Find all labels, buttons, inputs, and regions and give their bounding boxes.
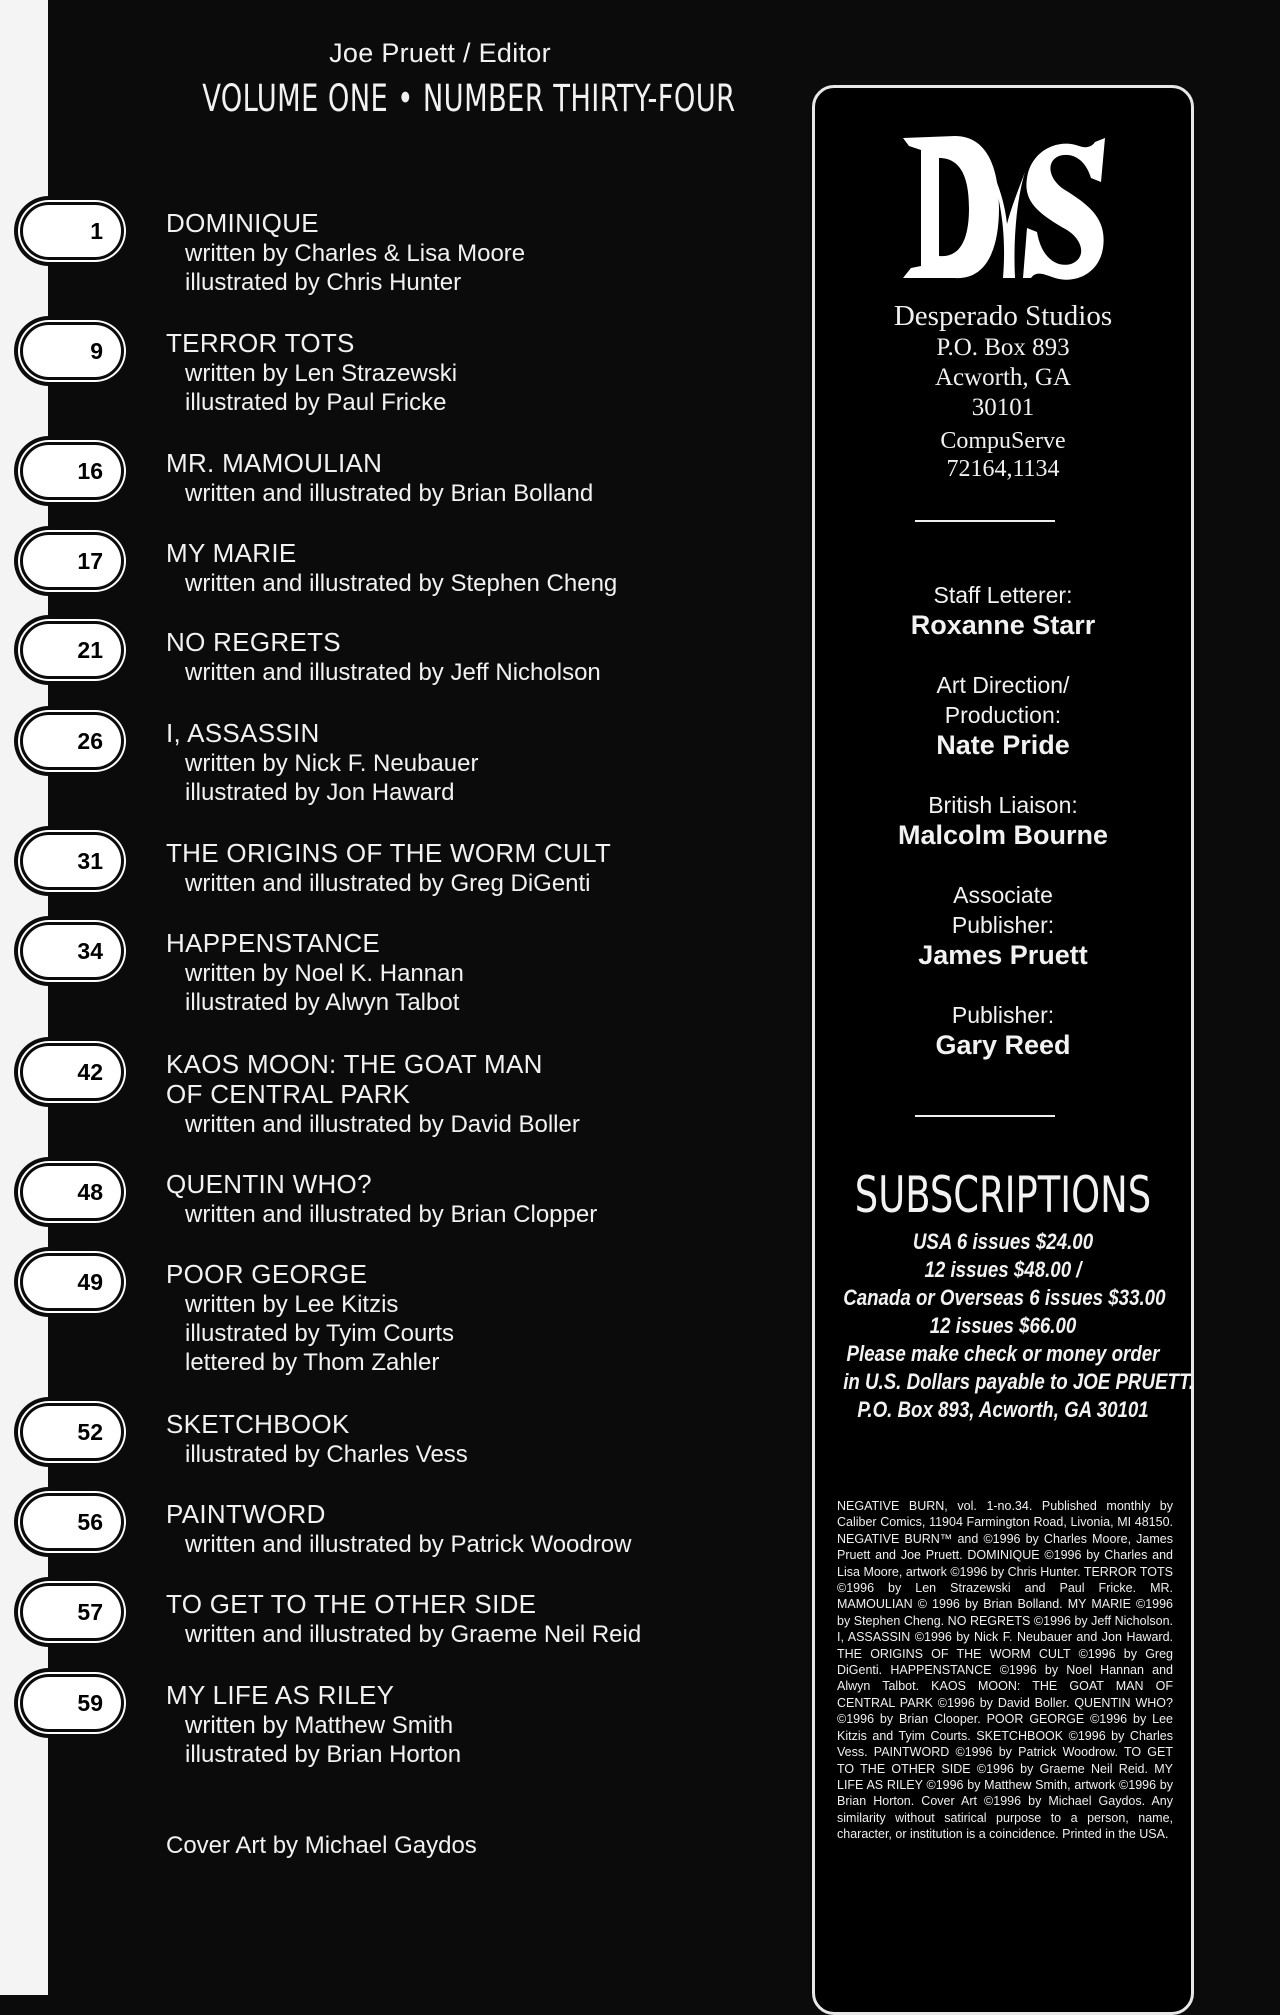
desperado-studios-logo: [895, 128, 1115, 288]
masthead: [150, 38, 736, 120]
story-title: NO REGRETS: [166, 627, 341, 657]
story-credit: written and illustrated by Patrick Woodrow: [185, 1531, 632, 1558]
divider: [915, 520, 1055, 522]
story-credit: written and illustrated by Stephen Cheng: [185, 570, 618, 597]
page-number-badge: 26: [20, 712, 124, 770]
subscriptions-heading: SUBSCRIPTIONS: [854, 1166, 1152, 1224]
credit-name: Malcolm Bourne: [897, 820, 1109, 850]
page-number-badge: 49: [20, 1253, 124, 1311]
studio-address: P.O. Box 893: [936, 334, 1070, 361]
story-title: THE ORIGINS OF THE WORM CULT: [166, 838, 612, 868]
story-credit: illustrated by Charles Vess: [185, 1441, 468, 1468]
staff-sidebar: [812, 85, 1194, 2015]
compuserve-label: CompuServe: [940, 428, 1066, 454]
volume-number: VOLUME ONE • NUMBER THIRTY-FOUR: [202, 77, 736, 120]
story-title: SKETCHBOOK: [166, 1409, 350, 1439]
story-credit: illustrated by Tyim Courts: [185, 1320, 454, 1347]
page-number-badge: 42: [20, 1043, 124, 1101]
story-title: TO GET TO THE OTHER SIDE: [166, 1589, 537, 1619]
cover-credit: Cover Art by Michael Gaydos: [166, 1832, 477, 1859]
story-title: DOMINIQUE: [166, 208, 319, 238]
story-title-continued: OF CENTRAL PARK: [166, 1079, 411, 1109]
credit-label: Art Direction/ Production:: [936, 672, 1070, 728]
story-title: HAPPENSTANCE: [166, 928, 381, 958]
story-credit: illustrated by Paul Fricke: [185, 389, 447, 416]
page-number-badge: 16: [20, 442, 124, 500]
legal-indicia: NEGATIVE BURN, vol. 1-no.34. Published monthly by Caliber Comics, 11904 Farmington Road, Livonia, MI 48150. NEGATIVE BURN™ and ©1996 by Charles Moore, James Pruett and Joe Pruett. DOMINIQUE ©1996 by Charles and Lisa Moore, artwork ©1996 by Chris Hunter. TERROR TOTS ©1996 by Len Strazewski and Paul Fricke. MR. MAMOULIAN © 1996 by Brian Bolland. MY MARIE ©1996 by Stephen Cheng. NO REGRETS ©1996 by Jeff Nicholson. I, ASSASSIN ©1996 by Nick F. Neubauer and Jon Haward. THE ORIGINS OF THE WORM CULT ©1996 by Greg DiGenti. HAPPENSTANCE ©1996 by Noel Hannan and Alwyn Talbot. KAOS MOON: THE GOAT MAN OF CENTRAL PARK ©1996 by David Boller. QUENTIN WHO? ©1996 by Brian Clooper. POOR GEORGE ©1996 by Lee Kitzis and Tyim Courts. SKETCHBOOK ©1996 by Charles Vess. PAINTWORD ©1996 by Patrick Woodrow. TO GET TO THE OTHER SIDE ©1996 by Graeme Neil Reid. MY LIFE AS RILEY ©1996 by Matthew Smith, artwork ©1996 by Brian Horton. Cover Art ©1996 by Michael Gaydos. Any similarity without satirical purpose to a person, name, character, or institution is a coincidence. Printed in the USA.: [837, 1499, 1173, 1842]
credit-name: Roxanne Starr: [910, 610, 1096, 640]
story-credit: written by Nick F. Neubauer: [185, 750, 479, 777]
studio-name: Desperado Studios: [893, 300, 1113, 332]
credit-label: Publisher:: [951, 1002, 1055, 1028]
story-title: MY MARIE: [166, 538, 297, 568]
story-title: I, ASSASSIN: [166, 718, 320, 748]
story-title: QUENTIN WHO?: [166, 1169, 372, 1199]
page-number-badge: 48: [20, 1163, 124, 1221]
credit-label: Staff Letterer:: [933, 582, 1073, 608]
credit-name: Nate Pride: [936, 730, 1070, 760]
subscription-rate: 12 issues $48.00 /: [924, 1257, 1082, 1282]
studio-city: Acworth, GA: [934, 364, 1072, 391]
page-number-badge: 17: [20, 532, 124, 590]
story-credit: illustrated by Brian Horton: [185, 1741, 462, 1768]
story-credit: written and illustrated by Greg DiGenti: [185, 870, 591, 897]
credit-label: British Liaison:: [928, 792, 1078, 818]
page-number-badge: 21: [20, 621, 124, 679]
story-title: TERROR TOTS: [166, 328, 355, 358]
divider: [915, 1115, 1055, 1117]
story-credit: written and illustrated by Graeme Neil Reid: [185, 1621, 642, 1648]
story-title: PAINTWORD: [166, 1499, 326, 1529]
story-credit: illustrated by Jon Haward: [185, 779, 455, 806]
story-credit: written by Lee Kitzis: [185, 1291, 399, 1318]
story-credit: written and illustrated by Brian Bolland: [185, 480, 594, 507]
page-number-badge: 59: [20, 1674, 124, 1732]
story-credit: written and illustrated by Brian Clopper: [185, 1201, 598, 1228]
subscription-address: P.O. Box 893, Acworth, GA 30101: [857, 1397, 1149, 1422]
page-number-badge: 9: [20, 322, 124, 380]
story-credit: illustrated by Chris Hunter: [185, 269, 462, 296]
page-number-badge: 57: [20, 1583, 124, 1641]
story-credit: written and illustrated by David Boller: [185, 1111, 580, 1138]
editor-credit: Joe Pruett / Editor: [329, 38, 551, 68]
story-title: MY LIFE AS RILEY: [166, 1680, 395, 1710]
story-credit: written by Matthew Smith: [185, 1712, 454, 1739]
story-credit: written by Noel K. Hannan: [185, 960, 464, 987]
studio-zip: 30101: [971, 394, 1035, 421]
page-number-badge: 31: [20, 832, 124, 890]
story-title: MR. MAMOULIAN: [166, 448, 383, 478]
story-title: POOR GEORGE: [166, 1259, 368, 1289]
page-number-badge: 56: [20, 1493, 124, 1551]
compuserve-id: 72164,1134: [946, 456, 1060, 482]
subscription-rate: 12 issues $66.00: [929, 1313, 1077, 1338]
page-number-badge: 1: [20, 202, 124, 260]
credit-name: James Pruett: [918, 940, 1088, 970]
subscription-rate: Canada or Overseas 6 issues $33.00: [843, 1285, 1166, 1310]
page-number-badge: 34: [20, 922, 124, 980]
subscription-rate: USA 6 issues $24.00: [912, 1229, 1094, 1254]
page-number-badge: 52: [20, 1403, 124, 1461]
subscription-instructions: Please make check or money order: [846, 1341, 1160, 1366]
credit-label: Associate Publisher:: [951, 882, 1055, 938]
story-credit: lettered by Thom Zahler: [185, 1349, 440, 1376]
story-credit: written and illustrated by Jeff Nicholson: [185, 659, 601, 686]
story-credit: written by Charles & Lisa Moore: [185, 240, 526, 267]
credit-name: Gary Reed: [935, 1030, 1071, 1060]
story-title: KAOS MOON: THE GOAT MAN: [166, 1049, 543, 1079]
story-credit: illustrated by Alwyn Talbot: [185, 989, 460, 1016]
subscription-instructions: in U.S. Dollars payable to JOE PRUETT.: [843, 1369, 1195, 1394]
story-credit: written by Len Strazewski: [185, 360, 458, 387]
